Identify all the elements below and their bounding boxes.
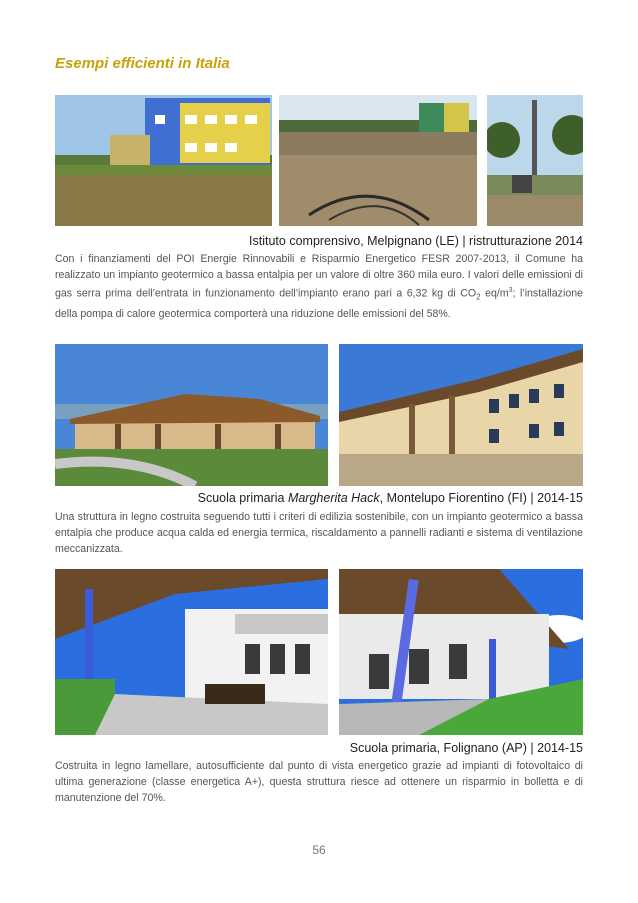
- photo-melpignano-construction: [279, 95, 477, 226]
- caption-melpignano: [249, 234, 583, 248]
- text-melpignano: [55, 251, 583, 322]
- caption-montelupo: [198, 491, 583, 505]
- text-melpignano-subscript: 2: [476, 293, 481, 303]
- photo-melpignano-drilling: [487, 95, 583, 226]
- text-melpignano-part1: Con i finanziamenti del POI Energie Rinnovabili e Risparmio Energetico FESR 2007-2013, il Comune ha realizzato un impianto geotermico a bassa entalpia per un valore di oltre 360 mila euro. I valori delle emissioni di gas serra prima dell’entrata in funzionamento dell’impianto erano pari a 6,32 kg di CO: [55, 253, 583, 300]
- page-number: 56: [312, 843, 326, 857]
- text-melpignano-part2: eq/m: [480, 287, 509, 300]
- caption-melpignano-text: Istituto comprensivo, Melpignano (LE) | ristrutturazione 2014: [249, 234, 583, 248]
- photo-folignano-portico: [339, 569, 583, 735]
- photo-montelupo-aerial: [55, 344, 328, 486]
- text-montelupo: Una struttura in legno costruita seguendo tutti i criteri di edilizia sostenibile, con un impianto geotermico a bassa entalpia che produce acqua calda ed energia termica, riscaldamento a pannelli radianti e sistema di ventilazione meccanizzata.: [55, 511, 583, 556]
- caption-folignano: [350, 741, 583, 755]
- page-heading: Esempi efficienti in Italia: [55, 55, 230, 72]
- text-melpignano-part3: ; l’installazione della pompa di calore geotermica comporterà una riduzione delle emissioni del 58%.: [55, 287, 583, 321]
- caption-folignano-text: Scuola primaria, Folignano (AP) | 2014-15: [349, 741, 583, 755]
- photo-melpignano-school: [55, 95, 272, 226]
- caption-montelupo-post: , Montelupo Fiorentino (FI) | 2014-15: [379, 491, 583, 505]
- caption-montelupo-school-name: Margherita Hack: [287, 491, 380, 505]
- caption-montelupo-pre: Scuola primaria: [197, 491, 288, 505]
- text-melpignano-superscript: 3: [508, 287, 513, 295]
- photo-montelupo-facade: [339, 344, 583, 486]
- photo-folignano-courtyard: [55, 569, 328, 735]
- text-folignano: Costruita in legno lamellare, autosufficiente dal punto di vista energetico grazie ad impianti di fotovoltaico di ultima generazione (classe energetica A+), questa struttura riesce ad ottenere un risparmio in bolletta e di manutenzione del 70%.: [55, 760, 583, 805]
